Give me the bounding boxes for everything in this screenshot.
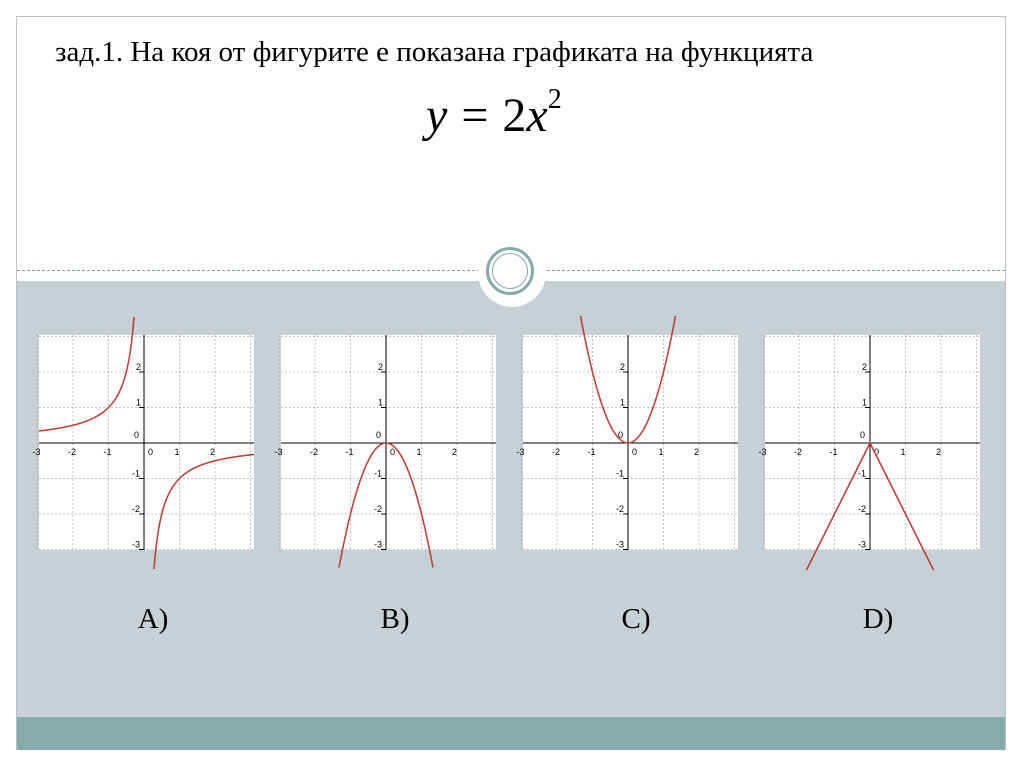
y-tick-label: 2: [136, 362, 142, 372]
graph-c[interactable]: [516, 335, 738, 550]
graph-b-svg: [274, 335, 496, 550]
y-tick-label: 2: [862, 362, 868, 372]
y-tick-label: -2: [374, 504, 383, 514]
ring-icon: [486, 247, 534, 295]
y-tick-label: -1: [858, 468, 867, 479]
x-tick-label: -1: [587, 447, 596, 457]
graph-c-svg: [516, 335, 738, 550]
y-tick-label: -3: [858, 539, 867, 550]
option-c-label[interactable]: C): [621, 603, 651, 635]
y-tick-label: 1: [136, 397, 142, 408]
question-text: зад.1. На коя от фигурите е показана графиката на функцията: [55, 36, 814, 68]
y-tick-label: -2: [132, 504, 141, 514]
x-tick-label: -3: [32, 447, 41, 457]
formula-coefficient: 2: [502, 89, 527, 142]
x-tick-label: 1: [174, 447, 180, 457]
x-tick-label: 2: [210, 447, 216, 457]
graph-a[interactable]: [32, 335, 254, 550]
x-tick-label: 0: [874, 447, 880, 457]
y-tick-label: 0: [376, 430, 382, 440]
x-tick-label: 0: [148, 447, 154, 457]
footer-bar: [17, 717, 1005, 750]
x-tick-label: 2: [936, 447, 942, 457]
x-tick-label: -1: [345, 447, 354, 457]
formula: [426, 84, 562, 142]
y-tick-label: -2: [858, 504, 867, 514]
option-b-label[interactable]: B): [380, 603, 410, 635]
option-a-label[interactable]: A): [137, 603, 169, 635]
x-tick-label: -3: [516, 447, 525, 457]
formula-variable: x: [526, 89, 548, 142]
x-tick-label: -2: [68, 447, 77, 457]
y-tick-label: -3: [374, 539, 383, 550]
y-tick-label: 0: [618, 430, 624, 440]
x-tick-label: 1: [416, 447, 422, 457]
y-tick-label: 2: [620, 362, 626, 372]
x-tick-label: 0: [390, 447, 396, 457]
x-tick-label: -2: [552, 447, 561, 457]
y-tick-label: 1: [620, 397, 626, 408]
y-tick-label: -3: [616, 539, 625, 550]
y-tick-label: 0: [860, 430, 866, 440]
graph-d[interactable]: [758, 335, 980, 550]
graph-b[interactable]: [274, 335, 496, 550]
x-tick-label: 1: [658, 447, 664, 457]
formula-equals: =: [461, 89, 489, 142]
y-tick-label: -1: [616, 468, 625, 479]
y-tick-label: 1: [862, 397, 868, 408]
x-tick-label: -1: [103, 447, 112, 457]
x-tick-label: -1: [829, 447, 838, 457]
formula-lhs: y: [426, 89, 448, 142]
graph-d-svg: [758, 335, 980, 550]
graph-a-svg: [32, 335, 254, 550]
y-tick-label: -3: [132, 539, 141, 550]
x-tick-label: 2: [452, 447, 458, 457]
y-tick-label: -2: [616, 504, 625, 514]
formula-exponent: 2: [547, 84, 562, 115]
x-tick-label: 1: [900, 447, 906, 457]
x-tick-label: -2: [794, 447, 803, 457]
x-tick-label: -2: [310, 447, 319, 457]
x-tick-label: 2: [694, 447, 700, 457]
x-tick-label: -3: [758, 447, 767, 457]
x-tick-label: -3: [274, 447, 283, 457]
y-tick-label: 2: [378, 362, 384, 372]
y-tick-label: -1: [132, 468, 141, 479]
y-tick-label: 0: [134, 430, 140, 440]
option-d-label[interactable]: D): [862, 603, 894, 635]
y-tick-label: 1: [378, 397, 384, 408]
y-tick-label: -1: [374, 468, 383, 479]
x-tick-label: 0: [632, 447, 638, 457]
